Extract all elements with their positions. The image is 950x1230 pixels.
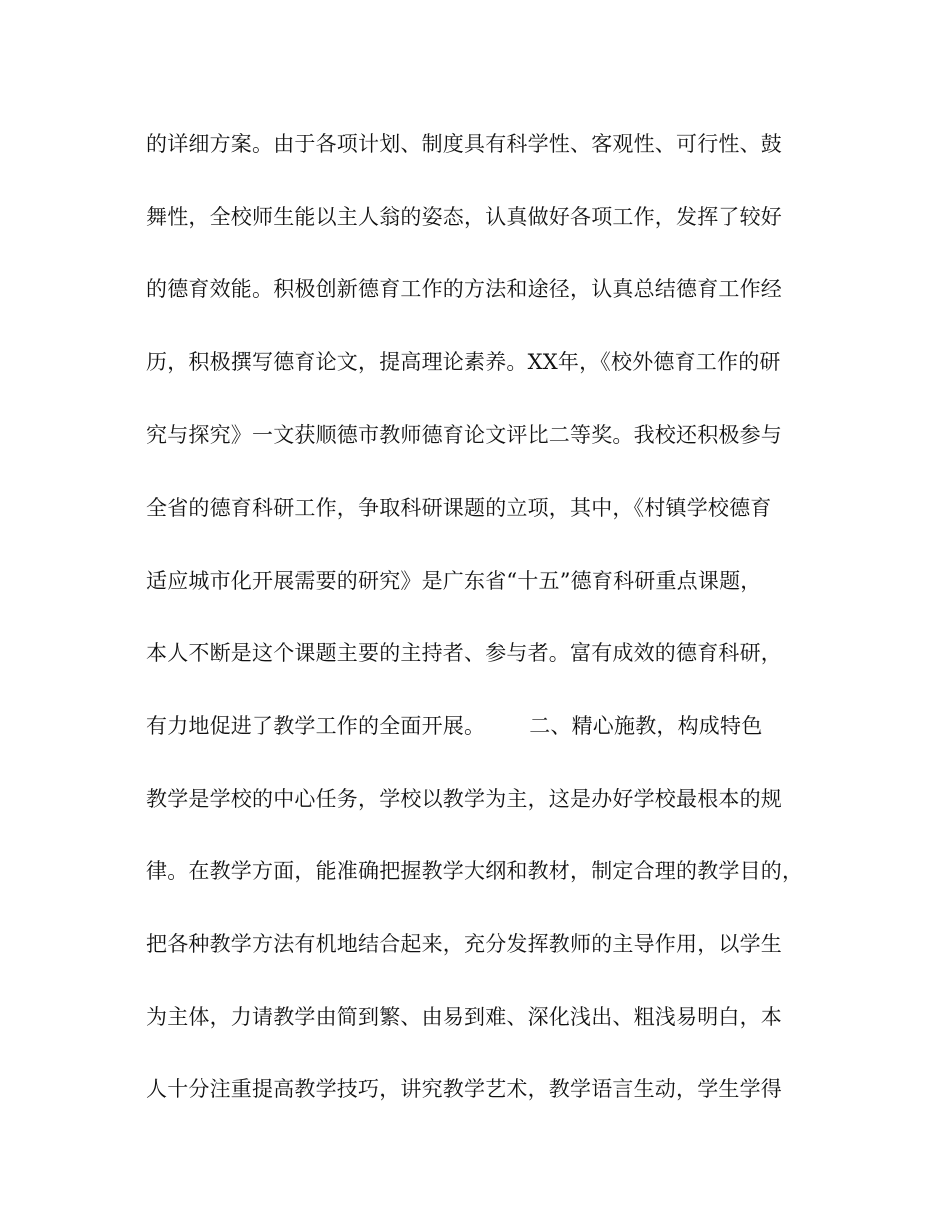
body-text-line: 全省的德育科研工作，争取科研课题的立项，其中，《村镇学校德育 bbox=[146, 496, 772, 520]
body-text-line: 适应城市化开展需要的研究》是广东省“十五”德育科研重点课题， bbox=[146, 569, 762, 593]
body-text-line: 历，积极撰写德育论文，提高理论素养。XX年，《校外德育工作的研 bbox=[146, 350, 781, 374]
body-text-line: 舞性，全校师生能以主人翁的姿态，认真做好各项工作，发挥了较好 bbox=[146, 205, 782, 229]
body-text-line: 本人不断是这个课题主要的主持者、参与者。富有成效的德育科研， bbox=[146, 641, 782, 665]
body-text-line: 的详细方案。由于各项计划、制度具有科学性、客观性、可行性、鼓 bbox=[146, 132, 782, 156]
section-heading: 二、精心施教，构成特色 bbox=[529, 714, 763, 738]
body-text-line: 为主体，力请教学由简到繁、由易到难、深化浅出、粗浅易明白，本 bbox=[146, 1005, 782, 1029]
body-text-line bbox=[146, 711, 816, 741]
body-text-line: 律。在教学方面，能准确把握教学大纲和教材，制定合理的教学目的， bbox=[146, 859, 804, 883]
body-text-line: 的德育效能。积极创新德育工作的方法和途径，认真总结德育工作经 bbox=[146, 277, 782, 301]
body-text-line: 究与探究》一文获顺德市教师德育论文评比二等奖。我校还积极参与 bbox=[146, 423, 782, 447]
paragraph-end-text: 有力地促进了教学工作的全面开展。 bbox=[146, 714, 486, 738]
body-text-line: 教学是学校的中心任务，学校以教学为主，这是办好学校最根本的规 bbox=[146, 787, 782, 811]
body-text-line: 人十分注重提高教学技巧，讲究教学艺术，教学语言生动，学生学得 bbox=[146, 1077, 782, 1101]
body-text-line: 把各种教学方法有机地结合起来，充分发挥教师的主导作用，以学生 bbox=[146, 932, 782, 956]
